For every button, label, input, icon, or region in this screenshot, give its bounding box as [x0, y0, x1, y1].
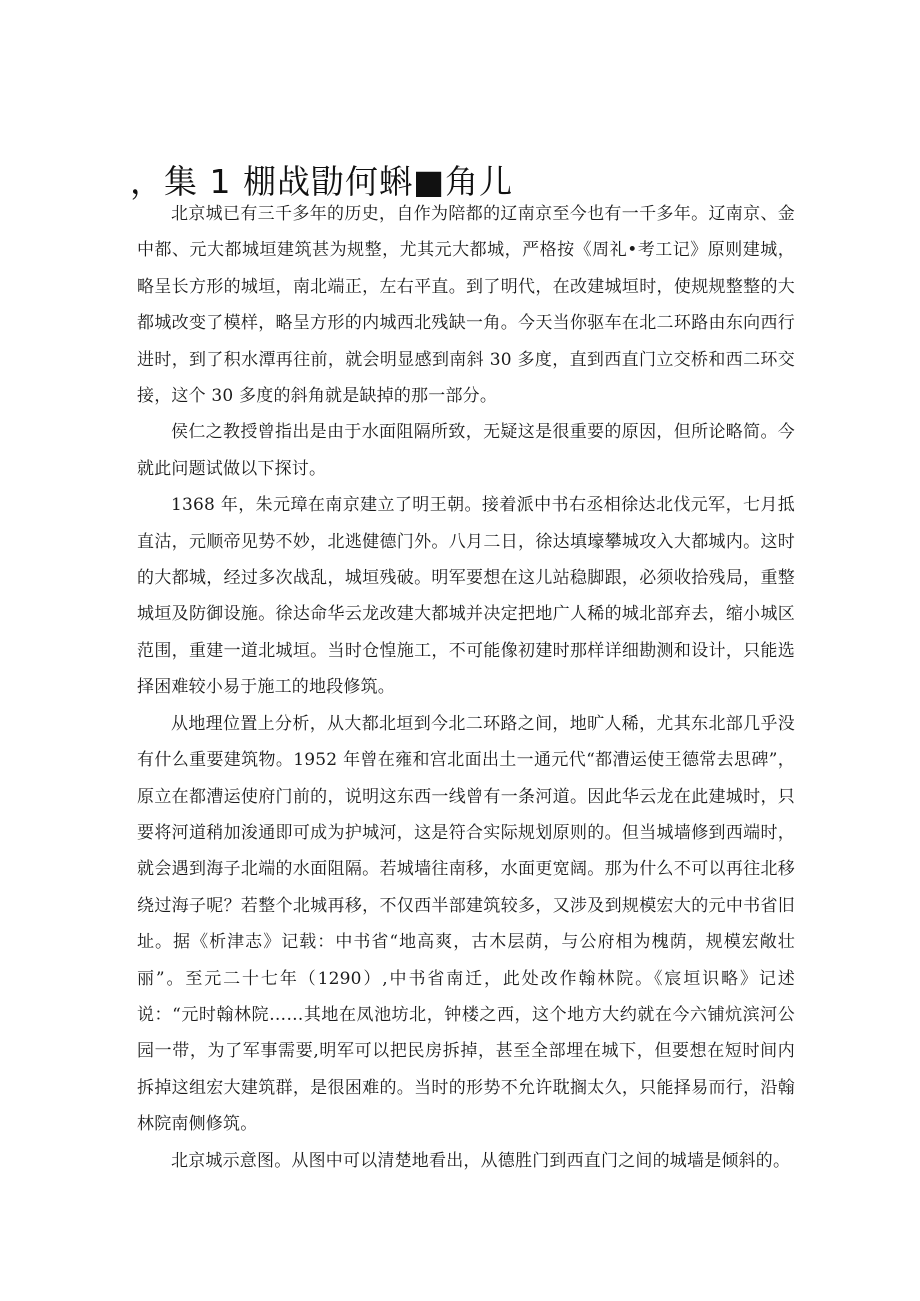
paragraph: 从地理位置上分析，从大都北垣到今北二环路之间，地旷人稀，尤其东北部几乎没有什么重要建筑物。1952 年曾在雍和宫北面出土一通元代“都漕运使王德常去思碑”，原立在都漕运使府门前的，说明这东西一线曾有一条河道。因此华云龙在此建城时，只要将河道稍加浚通即可成为护城河，这是符合实际规划原则的。但当城墙修到西端时，就会遇到海子北端的水面阻隔。若城墙往南移，水面更宽阔。那为什么不可以再往北移绕过海子呢？若整个北城再移，不仅西半部建筑较多，又涉及到规模宏大的元中书省旧址。据《析津志》记载：中书省“地高爽，古木层荫，与公府相为槐荫，规模宏敞壮丽”。至元二十七年（1290）,中书省南迁，此处改作翰林院。《宸垣识略》记述说：“元时翰林院……其地在凤池坊北，钟楼之西，这个地方大约就在今六铺炕滨河公园一带，为了军事需要,明军可以把民房拆掉，甚至全部埋在城下，但要想在短时间内拆掉这组宏大建筑群，是很困难的。当时的形势不允许耽搁太久，只能择易而行，沿翰林院南侧修筑。 — [137, 713, 795, 1135]
document-title: ，集 1 棚战勖何蝌■角儿 — [130, 162, 514, 202]
paragraph: 北京城示意图。从图中可以清楚地看出，从德胜门到西直门之间的城墙是倾斜的。 — [171, 1150, 791, 1171]
paragraph: 侯仁之教授曾指出是由于水面阻隔所致，无疑这是很重要的原因，但所论略简。今就此问题试做以下探讨。 — [137, 422, 795, 479]
paragraph: 北京城已有三千多年的历史，自作为陪都的辽南京至今也有一千多年。辽南京、金中都、元大都城垣建筑甚为规整，尤其元大都城，严格按《周礼•考工记》原则建城，略呈长方形的城垣，南北端正，左右平直。到了明代，在改建城垣时，使规规整整的大都城改变了模样，略呈方形的内城西北残缺一角。今天当你驱车在北二环路由东向西行进时，到了积水潭再往前，就会明显感到南斜 30 多度，直到西直门立交桥和西二环交接，这个 30 多度的斜角就是缺掉的那一部分。 — [137, 204, 795, 407]
document-body — [137, 196, 795, 1179]
paragraph: 1368 年，朱元璋在南京建立了明王朝。接着派中书右丞相徐达北伐元军，七月抵直沽，元顺帝见势不妙，北逃健德门外。八月二日，徐达填壕攀城攻入大都城内。这时的大都城，经过多次战乱，城垣残破。明军要想在这儿站稳脚跟，必须收拾残局，重整城垣及防御设施。徐达命华云龙改建大都城并决定把地广人稀的城北部弃去，缩小城区范围，重建一道北城垣。当时仓惶施工，不可能像初建时那样详细勘测和设计，只能选择困难较小易于施工的地段修筑。 — [137, 495, 795, 698]
